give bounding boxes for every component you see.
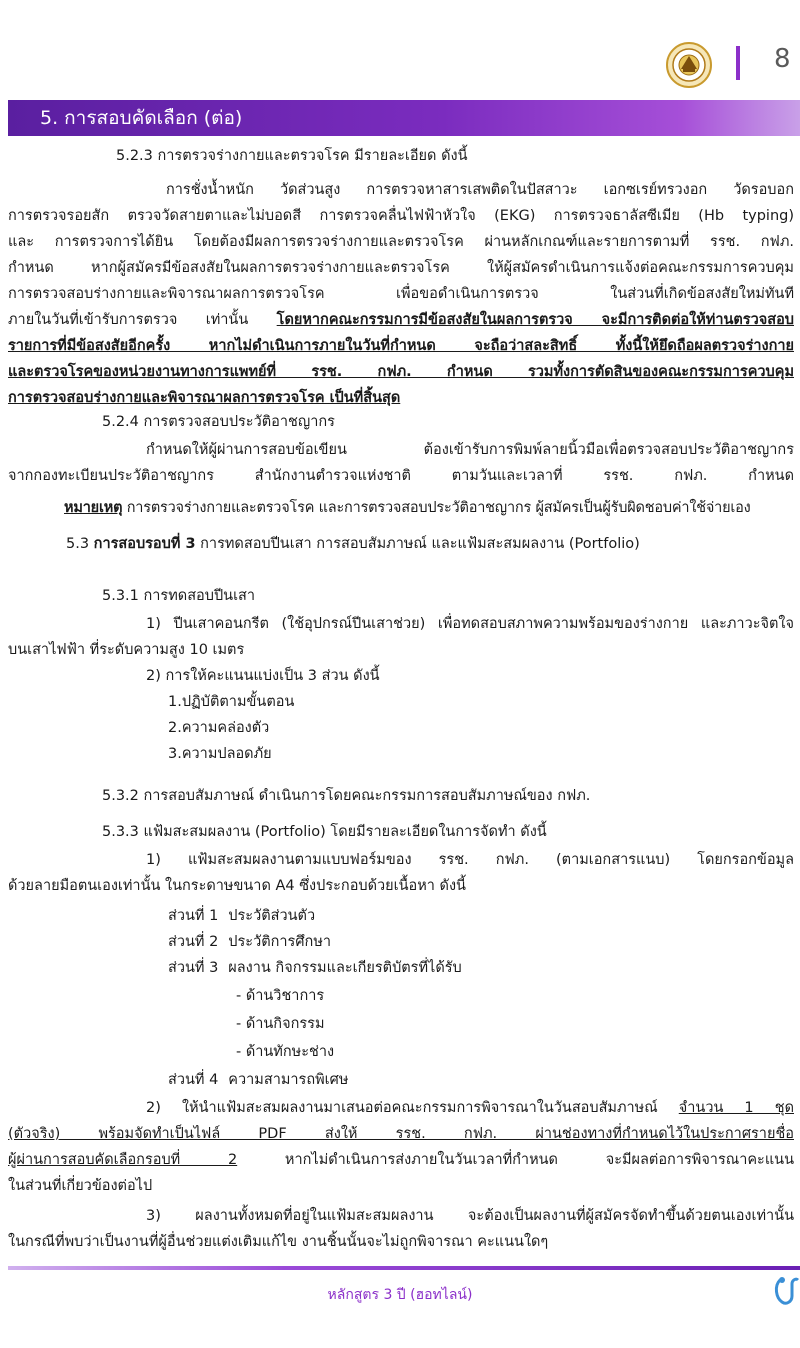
part-text: ผลงาน กิจกรรมและเกียรติบัตรที่ได้รับ <box>228 960 462 976</box>
part-text: ความสามารถพิเศษ <box>228 1072 349 1088</box>
para-5-2-3-emphasis: รายการที่มีข้อสงสัยอีกครั้ง หากไม่ดำเนินการภายในวันที่กำหนด จะถือว่าสละสิทธิ์ ทั้งนี้ให้ยึดถือผลตรวจร่างกาย <box>8 338 794 354</box>
text-plain: 2) ให้นำแฟ้มสะสมผลงานมาเสนอต่อคณะกรรมการพิจารณาในวันสอบสัมภาษณ์ <box>146 1100 679 1116</box>
heading-5-3-3: 5.3.3 แฟ้มสะสมผลงาน (Portfolio) โดยมีรายละเอียดในการจัดทำ ดังนี้ <box>102 824 547 840</box>
text-plain: ภายในวันที่เข้ารับการตรวจ เท่านั้น <box>8 312 277 328</box>
note-text: การตรวจร่างกายและตรวจโรค และการตรวจสอบประวัติอาชญากร ผู้สมัครเป็นผู้รับผิดชอบค่าใช้จ่ายเอง <box>122 500 751 516</box>
para-5-3-3-line <box>146 1096 794 1120</box>
para-5-3-3-line <box>8 1148 794 1172</box>
portfolio-subpart: - ด้านทักษะช่าง <box>236 1044 335 1060</box>
para-5-3-3-line: ในกรณีที่พบว่าเป็นงานที่ผู้อื่นช่วยแต่งเติมแก้ไข งานชิ้นนั้นจะไม่ถูกพิจารณา คะแนนใดๆ <box>8 1234 549 1250</box>
para-5-2-4-line: จากกองทะเบียนประวัติอาชญากร สำนักงานตำรวจแห่งชาติ ตามวันและเวลาที่ รรช. กฟภ. กำหนด <box>8 468 794 484</box>
heading-5-3-number: 5.3 <box>66 536 94 552</box>
heading-5-3 <box>66 532 640 556</box>
para-5-2-3-emphasis: การตรวจสอบร่างกายและพิจารณาผลการตรวจโรค เป็นที่สิ้นสุด <box>8 390 401 406</box>
portfolio-part <box>168 930 331 954</box>
university-seal-icon <box>666 42 712 88</box>
para-5-2-3-line <box>8 308 794 332</box>
para-5-3-3-line: ในส่วนที่เกี่ยวข้องต่อไป <box>8 1178 153 1194</box>
list-item: 2.ความคล่องตัว <box>168 720 270 736</box>
portfolio-subpart: - ด้านกิจกรรม <box>236 1016 325 1032</box>
para-5-3-3-line: (ตัวจริง) พร้อมจัดทำเป็นไฟล์ PDF ส่งให้ รรช. กฟภ. ผ่านช่องทางที่กำหนดไว้ในประกาศรายชื่อ <box>8 1126 794 1142</box>
part-label: ส่วนที่ 2 <box>168 934 219 950</box>
text-underlined: จำนวน 1 ชุด <box>678 1100 794 1116</box>
part-label: ส่วนที่ 1 <box>168 908 219 924</box>
note-line <box>64 496 751 520</box>
heading-5-2-3: 5.2.3 การตรวจร่างกายและตรวจโรค มีรายละเอียด ดังนี้ <box>116 148 468 164</box>
part-text: ประวัติส่วนตัว <box>228 908 316 924</box>
note-label: หมายเหตุ <box>64 500 123 516</box>
para-5-2-4-line: กำหนดให้ผู้ผ่านการสอบข้อเขียน ต้องเข้ารับการพิมพ์ลายนิ้วมือเพื่อตรวจสอบประวัติอาชญากร <box>146 442 794 458</box>
list-item: 1.ปฏิบัติตามขั้นตอน <box>168 694 295 710</box>
heading-5-3-1: 5.3.1 การทดสอบปีนเสา <box>102 588 256 604</box>
section-title-bar <box>8 100 800 136</box>
portfolio-part <box>168 1068 348 1092</box>
para-5-2-3-line: การชั่งน้ำหนัก วัดส่วนสูง การตรวจหาสารเสพติดในปัสสาวะ เอกซเรย์ทรวงอก วัดรอบอก <box>166 182 794 198</box>
para-5-2-3-line: การตรวจสอบร่างกายและพิจารณาผลการตรวจโรค เพื่อขอดำเนินการตรวจ ในส่วนที่เกิดข้อสงสัยใหม่ทันที <box>8 286 794 302</box>
para-5-2-3-line: กำหนด หากผู้สมัครมีข้อสงสัยในผลการตรวจร่างกายและตรวจโรค ให้ผู้สมัครดำเนินการแจ้งต่อคณะกรรมการควบคุม <box>8 260 794 276</box>
footer-course-title: หลักสูตร 3 ปี (ฮอทไลน์) <box>327 1287 473 1303</box>
para-5-3-3-line: ด้วยลายมือตนเองเท่านั้น ในกระดาษขนาด A4 ซึ่งประกอบด้วยเนื้อหา ดังนี้ <box>8 878 466 894</box>
text-plain: หากไม่ดำเนินการส่งภายในวันเวลาที่กำหนด จะมีผลต่อการพิจารณาคะแนน <box>237 1152 794 1168</box>
part-label: ส่วนที่ 3 <box>168 960 219 976</box>
portfolio-part <box>168 904 315 928</box>
para-5-3-1-item-heading: 2) การให้คะแนนแบ่งเป็น 3 ส่วน ดังนี้ <box>146 668 380 684</box>
part-label: ส่วนที่ 4 <box>168 1072 219 1088</box>
header-divider <box>736 46 740 80</box>
footer-divider <box>8 1266 800 1270</box>
para-5-2-3-emphasis: และตรวจโรคของหน่วยงานทางการแพทย์ที่ รรช. กฟภ. กำหนด รวมทั้งการตัดสินของคณะกรรมการควบคุม <box>8 364 794 380</box>
page-number: 8 <box>774 44 791 74</box>
para-5-2-3-line: และ การตรวจการได้ยิน โดยต้องมีผลการตรวจร่างกายและตรวจโรค ผ่านหลักเกณฑ์และรายการตามที่ รรช. กฟภ. <box>8 234 794 250</box>
para-5-3-3-line: 3) ผลงานทั้งหมดที่อยู่ในแฟ้มสะสมผลงาน จะต้องเป็นผลงานที่ผู้สมัครจัดทำขึ้นด้วยตนเองเท่านั้น <box>146 1208 794 1224</box>
para-5-3-3-line: 1) แฟ้มสะสมผลงานตามแบบฟอร์มของ รรช. กฟภ. (ตามเอกสารแนบ) โดยกรอกข้อมูล <box>146 852 794 868</box>
list-item: 3.ความปลอดภัย <box>168 746 272 762</box>
para-5-2-3-line: การตรวจรอยสัก ตรวจวัดสายตาและไม่บอดสี การตรวจคลื่นไฟฟ้าหัวใจ (EKG) การตรวจธาลัสซีเมีย (Hb typing) <box>8 208 794 224</box>
corner-mark-icon <box>774 1272 800 1312</box>
part-text: ประวัติการศึกษา <box>228 934 332 950</box>
para-5-3-2: 5.3.2 การสอบสัมภาษณ์ ดำเนินการโดยคณะกรรมการสอบสัมภาษณ์ของ กฟภ. <box>102 788 591 804</box>
section-title: 5. การสอบคัดเลือก (ต่อ) <box>40 107 243 129</box>
heading-5-3-bold: การสอบรอบที่ 3 <box>93 536 196 552</box>
heading-5-2-4: 5.2.4 การตรวจสอบประวัติอาชญากร <box>102 414 335 430</box>
portfolio-subpart: - ด้านวิชาการ <box>236 988 325 1004</box>
heading-5-3-rest: การทดสอบปีนเสา การสอบสัมภาษณ์ และแฟ้มสะสมผลงาน (Portfolio) <box>195 536 640 552</box>
para-5-3-1-line: บนเสาไฟฟ้า ที่ระดับความสูง 10 เมตร <box>8 642 245 658</box>
para-5-3-1-line: 1) ปีนเสาคอนกรีต (ใช้อุปกรณ์ปีนเสาช่วย) เพื่อทดสอบสภาพความพร้อมของร่างกาย และภาวะจิตใจ <box>146 616 794 632</box>
text-emphasis: โดยหากคณะกรรมการมีข้อสงสัยในผลการตรวจ จะมีการติดต่อให้ท่านตรวจสอบ <box>276 312 794 328</box>
text-underlined: ผู้ผ่านการสอบคัดเลือกรอบที่ 2 <box>8 1152 238 1168</box>
portfolio-part <box>168 956 462 980</box>
